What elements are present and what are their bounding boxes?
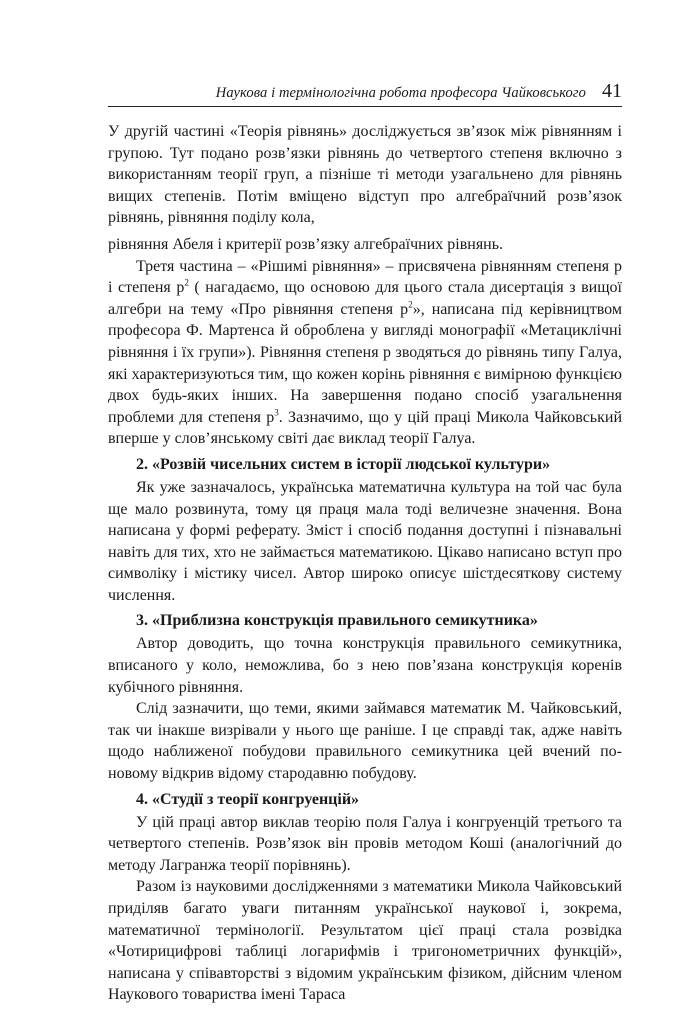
superscript-3: 3 bbox=[274, 407, 279, 418]
header-rule bbox=[108, 106, 622, 107]
running-title: Наукова і термінологічна робота професора Чайковського bbox=[215, 85, 586, 101]
paragraph-2-part-1: Третя частина – «Рішимі рівняння» – присвячена рівнянням степеня p і степеня p bbox=[108, 257, 622, 297]
section-heading-4: 4. «Студії з теорії конгруенцій» bbox=[136, 790, 360, 808]
section-heading-3: 3. «Приблизна конструкція правильного семикутника» bbox=[136, 612, 538, 630]
paragraph-1b: рівняння Абеля і критерії розв’язку алгебраїчних рівнянь. bbox=[108, 235, 504, 253]
paragraph-7: Разом із науковими дослідженнями з математики Микола Чайковський приділяв багато уваги питанням української наукової і, зокрема, математичної термінології. Результатом цієї праці стала розвідка «Чотирицифрові таблиці логарифмів і тригонометричних функцій», написана у співавторстві з відомим українським фізиком, дійсним членом Наукового товариства імені Тараса bbox=[108, 878, 622, 1004]
paragraph-2-part-2: ( нагадаємо, що основою для цього стала дисертація з вищої алгебри на тему «Про рівняння степеня p bbox=[108, 279, 623, 318]
paragraph-1a: У другій частині «Теорія рівнянь» досліджується зв’язок між рівнянням і групою. Тут подано розв’язки рівнянь до четвертого степеня включно з використанням теорії груп, а пізніше ті методи узагальнено для рівнянь вищих степенів. Потім вміщено відступ про алгебраїчний розв’язок рівнянь, рівняння поділу кола, bbox=[108, 123, 622, 227]
superscript-2: 2 bbox=[408, 299, 413, 310]
paragraph-4: Автор доводить, що точна конструкція правильного семикутника, вписаного у коло, неможлива, бо з нею пов’язана конструкція коренів кубічного рівняння. bbox=[108, 635, 622, 696]
superscript-1: 2 bbox=[184, 277, 189, 288]
paragraph-5: Слід зазначити, що теми, якими займався математик М. Чайковський, так чи інакше визрівали у нього ще раніше. І це справді так, адже навіть щодо наближеної побудови правильного семикутника цей вчений по-новому відкрив відому стародавню побудову. bbox=[108, 700, 622, 783]
paragraph-2 bbox=[108, 256, 622, 450]
paragraph-2-part-3: », написана під керівництвом професора Ф. Мартенса й оброблена у вигляді монографії «Метациклічні рівняння і їх групи»). Рівняння степеня p зводяться до рівнянь типу Галуа, які характеризуються тим, що кожен корінь рівняння є вимірною функцією двох будь-яких інших. На завершення подано спосіб узагальнення проблеми для степеня p bbox=[108, 300, 622, 426]
page-body bbox=[108, 121, 622, 1006]
paragraph-6: У цій праці автор виклав теорію поля Галуа і конгруенцій третього та четвертого степенів. Розв’язок він провів методом Коші (аналогічний до методу Лагранжа теорії порівнянь). bbox=[108, 813, 622, 874]
section-heading-2: 2. «Розвій чисельних систем в історії людської культури» bbox=[136, 455, 551, 473]
page-number: 41 bbox=[602, 80, 622, 102]
running-header bbox=[108, 80, 622, 103]
paragraph-3: Як уже зазначалось, українська математична культура на той час була ще мало розвинута, тому ця праця мала тоді величезне значення. Вона написана у формі реферату. Зміст і спосіб подання доступні і пізнавальні навіть для тих, хто не займається математикою. Цікаво написано вступ про символіку і містику чисел. Автор широко описує шістдесяткову систему числення. bbox=[108, 478, 622, 604]
paragraph-2-part-4: . Зазначимо, що у цій праці Микола Чайковський вперше у слов’янському світі дає виклад теорії Галуа. bbox=[108, 408, 623, 448]
